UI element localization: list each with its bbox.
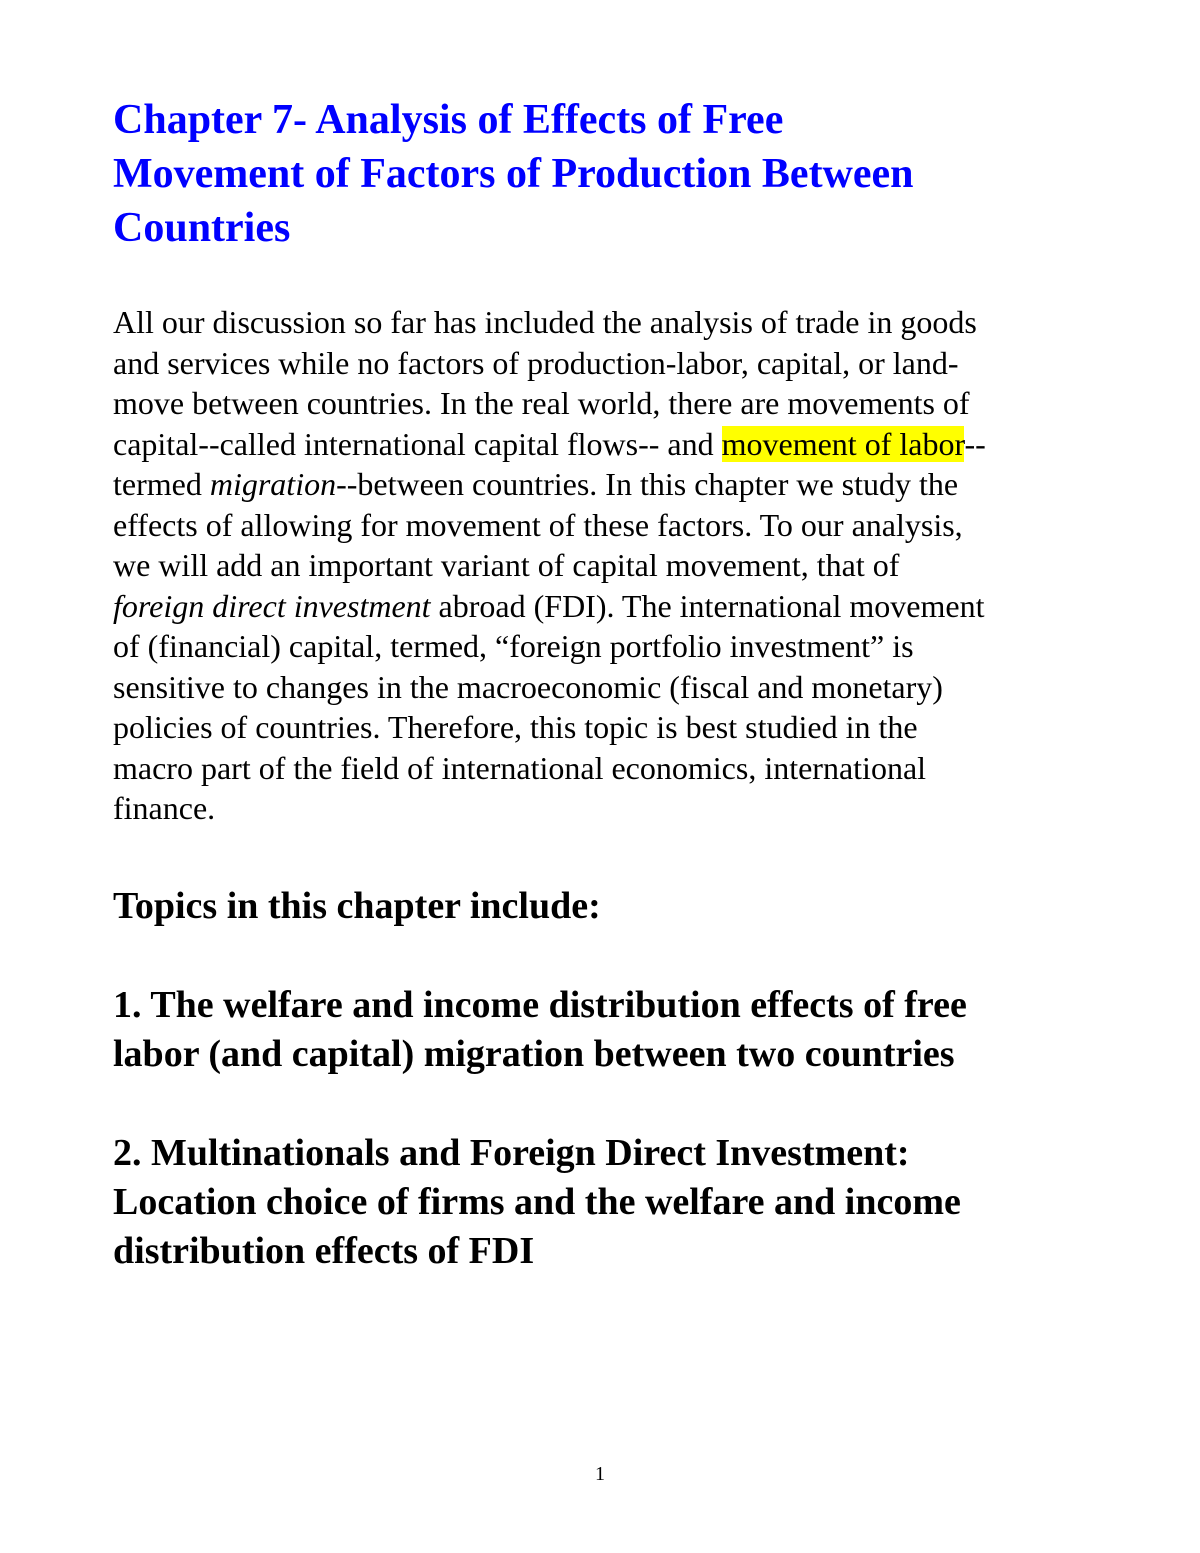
paragraph-line: finance.	[113, 790, 216, 826]
page-number: 1	[595, 1463, 605, 1485]
paragraph-line	[113, 424, 1113, 465]
topic-line: 2. Multinationals and Foreign Direct Investment:	[113, 1132, 910, 1174]
topic-line: labor (and capital) migration between two countries	[113, 1033, 955, 1075]
topic-item-1	[113, 981, 967, 1079]
title-line: Movement of Factors of Production Between	[113, 151, 914, 197]
paragraph-line: effects of allowing for movement of these factors. To our analysis,	[113, 506, 963, 543]
paragraph-line: of (financial) capital, termed, “foreign portfolio investment” is	[113, 628, 914, 664]
paragraph-text: --	[964, 425, 986, 462]
topic-line: 1. The welfare and income distribution effects of free	[113, 984, 967, 1026]
topics-heading: Topics in this chapter include:	[113, 885, 601, 927]
paragraph-text: abroad (FDI). The international movement	[430, 587, 985, 624]
paragraph-line: policies of countries. Therefore, this topic is best studied in the	[113, 709, 918, 745]
paragraph-line	[113, 586, 1113, 627]
paragraph-line: and services while no factors of production-labor, capital, or land-	[113, 344, 959, 381]
intro-paragraph	[113, 302, 1113, 829]
paragraph-text: termed	[113, 466, 210, 502]
topic-line: distribution effects of FDI	[113, 1230, 535, 1272]
topic-item-2	[113, 1129, 961, 1276]
paragraph-line: All our discussion so far has included the analysis of trade in goods	[113, 304, 977, 340]
paragraph-line: move between countries. In the real world, there are movements of	[113, 385, 970, 421]
paragraph-text: capital--called international capital flows-- and	[113, 425, 722, 462]
italic-term: migration	[209, 466, 337, 502]
paragraph-text: --between countries. In this chapter we study the	[336, 466, 959, 502]
title-line: Chapter 7- Analysis of Effects of Free	[113, 97, 784, 143]
paragraph-line: sensitive to changes in the macroeconomic (fiscal and monetary)	[113, 668, 943, 705]
paragraph-line: we will add an important variant of capital movement, that of	[113, 547, 900, 583]
topic-line: Location choice of firms and the welfare and income	[113, 1181, 961, 1223]
title-line: Countries	[113, 205, 291, 251]
chapter-title	[113, 93, 1113, 255]
italic-term: foreign direct investment	[113, 587, 431, 624]
paragraph-line: macro part of the field of international economics, international	[113, 749, 927, 786]
highlighted-text: movement of labor	[721, 425, 965, 462]
paragraph-line	[113, 464, 1113, 505]
